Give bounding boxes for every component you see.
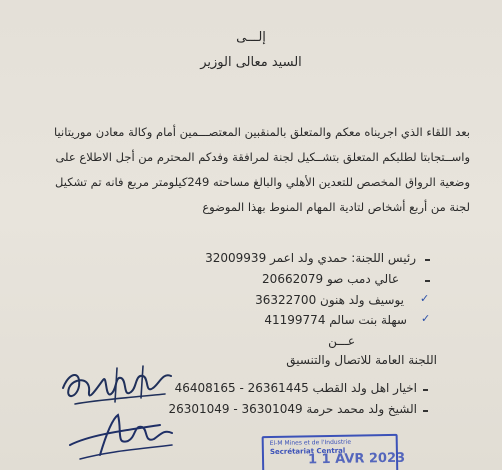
body-line-2: واســتجابتا لطلبكم المتعلق بتشــكيل لجنة لمرافقة وفدكم المحترم من أجل الاطلاع على: [55, 150, 470, 164]
committee-member-1: رئيس اللجنة: حمدي ولد اعمر 32009939: [205, 251, 416, 265]
committee-member-4: سهلة بنت سالم 41199774: [264, 313, 407, 327]
representative-1: اخيار اهل ولد القطب 26361445 - 46408165: [174, 381, 417, 395]
stamp-date: 1 1 AVR 2023: [307, 450, 406, 468]
body-line-3: وضعية الرواق المخصص للتعدين الأهلي والبالغ مساحته 249كيلومتر مربع فانه تم تشكيل: [55, 175, 470, 189]
recipient-title: السيد معالى الوزير: [200, 55, 302, 70]
bullet-dash: [423, 410, 428, 412]
directorate-name: اللجنة العامة للاتصال والتنسيق: [286, 353, 437, 367]
representative-2: الشيخ ولد محمد حرمة 36301049 - 26301049: [168, 402, 417, 416]
body-line-1: بعد اللقاء الذي اجريناه معكم والمتعلق بالمنقبين المعتصـــمين أمام وكالة معادن موريتانيا: [54, 125, 470, 139]
pen-check-icon: ✓: [420, 292, 430, 305]
ministry-stamp: [262, 434, 406, 470]
from-label: عـــن: [328, 334, 355, 348]
pen-check-icon: ✓: [421, 312, 431, 325]
committee-member-2: عالي دمب صو 20662079: [262, 272, 399, 286]
bullet-dash: [425, 259, 430, 261]
stamp-secretariat-text: Secrétariat Central: [269, 446, 346, 457]
signature-scribble-icon: [60, 405, 180, 465]
committee-member-3: يوسيف ولد هنون 36322700: [255, 293, 404, 307]
body-line-4: لجنة من أربع أشخاص لتادية المهام المنوط بهذا الموضوع: [202, 200, 470, 214]
bullet-dash: [425, 280, 430, 282]
recipient-heading: إلـــى: [236, 30, 266, 45]
bullet-dash: [423, 389, 428, 391]
stamp-ministry-text: El-M Mines et de l'Industrie: [269, 438, 352, 448]
